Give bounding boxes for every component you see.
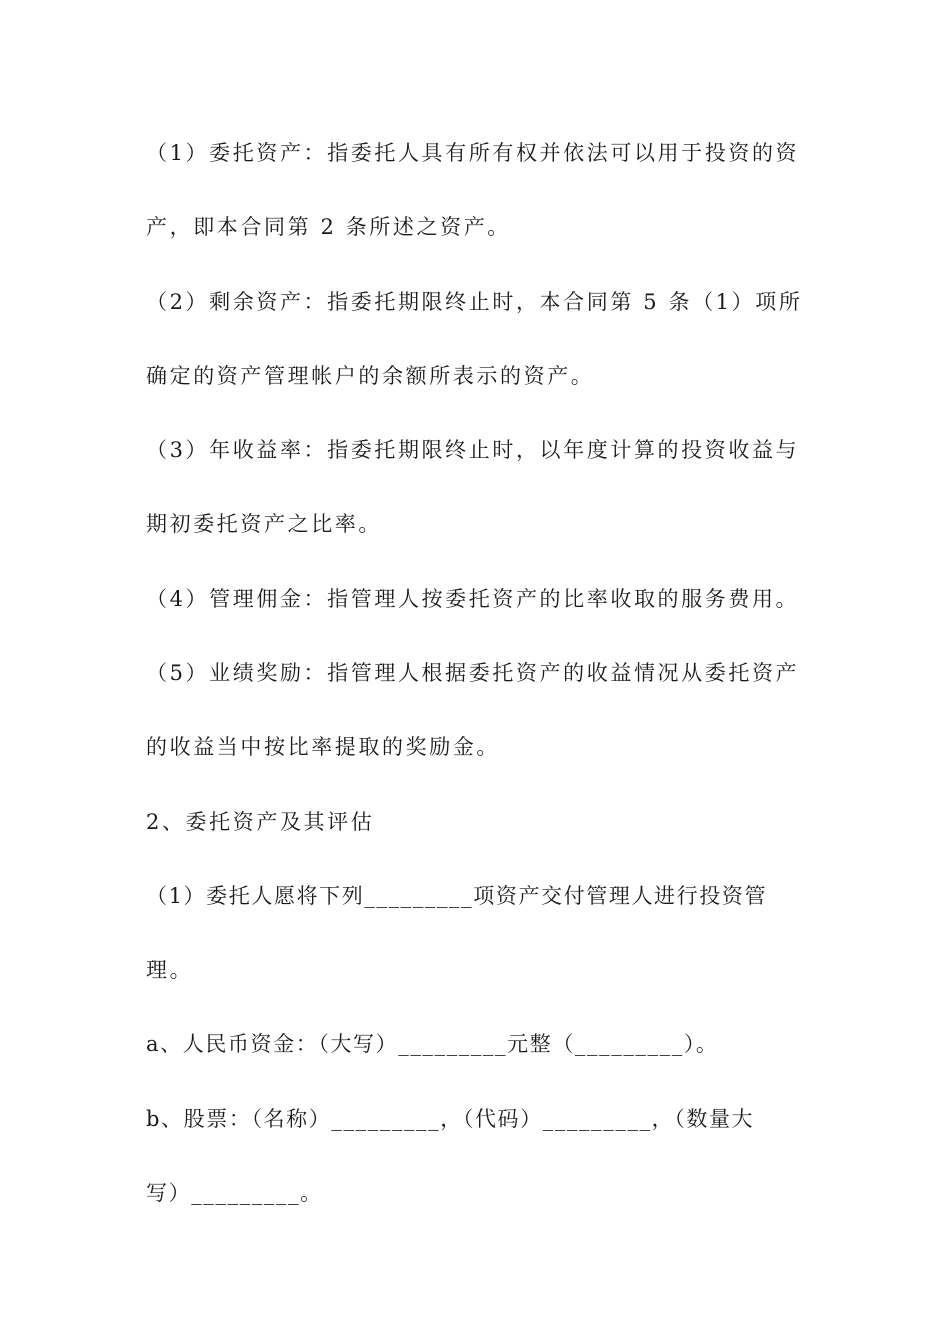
paragraph-line-8: （5）业绩奖励：指管理人根据委托资产的收益情况从委托资产: [146, 661, 800, 685]
paragraph-line-9: 的收益当中按比率提取的奖励金。: [146, 735, 500, 759]
paragraph-line-15: 写）_________。: [146, 1181, 323, 1205]
paragraph-line-6: 期初委托资产之比率。: [146, 512, 382, 536]
paragraph-line-5: （3）年收益率：指委托期限终止时，以年度计算的投资收益与: [146, 438, 800, 462]
paragraph-line-1: （1）委托资产：指委托人具有所有权并依法可以用于投资的资: [146, 141, 800, 165]
paragraph-line-7: （4）管理佣金：指管理人按委托资产的比率收取的服务费用。: [146, 587, 800, 611]
paragraph-line-11: （1）委托人愿将下列_________项资产交付管理人进行投资管: [146, 884, 768, 908]
paragraph-line-3: （2）剩余资产：指委托期限终止时，本合同第 5 条（1）项所: [146, 290, 803, 314]
paragraph-line-13: a、人民币资金：（大写）_________元整（_________）。: [146, 1032, 719, 1056]
paragraph-line-2: 产，即本合同第 2 条所述之资产。: [146, 215, 511, 239]
paragraph-line-4: 确定的资产管理帐户的余额所表示的资产。: [146, 364, 595, 388]
section-heading: 2、委托资产及其评估: [146, 810, 375, 834]
paragraph-line-12: 理。: [146, 958, 194, 982]
paragraph-line-14: b、股票：（名称）_________，（代码）_________，（数量大: [146, 1107, 755, 1131]
